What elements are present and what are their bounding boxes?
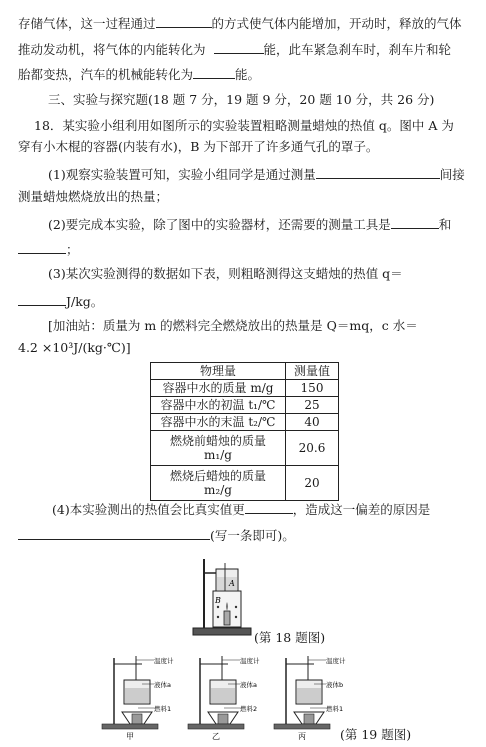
- table-header: 物理量: [151, 363, 286, 380]
- cell-text: m₂/g: [204, 483, 232, 497]
- label-a: A: [229, 579, 235, 588]
- label-fuel: 燃料1: [326, 705, 344, 713]
- text-line: [18, 240, 472, 258]
- section-heading: 三、实验与探究题(18 题 7 分，19 题 9 分，20 题 10 分，共 26 分): [48, 92, 435, 107]
- cell-text: m₁/g: [204, 448, 232, 462]
- table-row: [151, 414, 339, 431]
- figure-19-apparatus: [92, 652, 346, 741]
- figure-18-apparatus: [190, 555, 256, 637]
- table-row: [151, 431, 339, 466]
- label-fuel: 燃料2: [240, 705, 258, 713]
- label-liquid: 液体a: [240, 681, 257, 689]
- table-cell: 25: [286, 397, 339, 414]
- panel-label: 丙: [298, 732, 306, 741]
- panel-label: 甲: [126, 732, 134, 741]
- table-row: [151, 397, 339, 414]
- label-thermometer: 温度计: [326, 657, 346, 665]
- label-liquid: 液体a: [154, 681, 171, 689]
- text: (1)观察实验装置可知，实验小组同学是通过测量: [48, 167, 316, 182]
- answer-blank[interactable]: [193, 65, 235, 79]
- table-cell: 40: [286, 414, 339, 431]
- text: 的方式使气体内能增加，开动时，释放的气体: [211, 16, 462, 31]
- text: J/kg。: [66, 294, 104, 309]
- answer-blank[interactable]: [214, 40, 264, 54]
- question-18-part-4: [52, 500, 472, 518]
- table-cell: [151, 466, 286, 501]
- figure-19-panel: [188, 656, 260, 741]
- text: 推动发动机，将气体的内能转化为: [18, 42, 206, 57]
- question-18-part-2: [48, 215, 472, 233]
- cell-text: 燃烧前蜡烛的质量: [169, 434, 266, 448]
- text: ；: [66, 242, 79, 257]
- question-18-part-1: [48, 165, 472, 183]
- answer-blank[interactable]: [156, 14, 212, 28]
- label-thermometer: 温度计: [240, 657, 260, 665]
- figure-19-caption: (第 19 题图): [340, 727, 412, 742]
- table-cell: 容器中水的初温 t₁/℃: [151, 397, 286, 414]
- question-18-part-3: (3)某次实验测得的数据如下表，则粗略测得这支蜡烛的热值 q＝: [48, 266, 403, 281]
- answer-blank[interactable]: [245, 500, 293, 514]
- text-line: [18, 14, 472, 32]
- text-line: [18, 65, 472, 83]
- panel-label: 乙: [212, 732, 220, 741]
- label-b: B: [215, 596, 221, 605]
- question-18-intro: 穿有小木棍的容器(内装有水)，B 为下部开了许多通气孔的罩子。: [18, 139, 379, 154]
- data-table: [150, 362, 339, 501]
- text: 存储气体，这一过程通过: [18, 16, 156, 31]
- text: 间接: [439, 167, 465, 182]
- text: 能，此车紧急刹车时，刹车片和轮: [263, 42, 452, 57]
- text: (4)本实验测出的热值会比真实值更: [52, 502, 245, 517]
- answer-blank[interactable]: [18, 526, 210, 540]
- answer-blank[interactable]: [391, 215, 439, 229]
- answer-blank[interactable]: [18, 292, 66, 306]
- text: (写一条即可)。: [210, 528, 295, 543]
- text: 能。: [235, 67, 261, 82]
- label-fuel: 燃料1: [154, 705, 172, 713]
- label-thermometer: 温度计: [154, 657, 174, 665]
- hint-line: [加油站：质量为 m 的燃料完全燃烧放出的热量是 Q＝mq，c 水＝: [48, 318, 418, 333]
- text: 和: [438, 217, 452, 232]
- table-cell: 容器中水的质量 m/g: [151, 380, 286, 397]
- table-cell: 20.6: [286, 431, 339, 466]
- figure-19-panel: [274, 656, 346, 741]
- label-liquid: 液体b: [326, 681, 344, 689]
- table-cell: 容器中水的末温 t₂/℃: [151, 414, 286, 431]
- question-18-intro: 18．某实验小组利用如图所示的实验装置粗略测量蜡烛的热值 q。图中 A 为: [34, 118, 454, 133]
- figure-19-panel: [102, 656, 174, 741]
- text: ，造成这一偏差的原因是: [292, 502, 431, 517]
- text: (2)要完成本实验，除了图中的实验器材，还需要的测量工具是: [48, 217, 391, 232]
- text: 胎都变热，汽车的机械能转化为: [18, 67, 194, 82]
- text-line: [18, 40, 472, 58]
- table-cell: 20: [286, 466, 339, 501]
- text-line: [18, 526, 472, 544]
- text-line: [18, 292, 472, 310]
- figure-18-caption: (第 18 题图): [254, 630, 326, 645]
- table-row: [151, 466, 339, 501]
- table-cell: [151, 431, 286, 466]
- hint-line: 4.2 ×10³J/(kg·℃)]: [18, 340, 131, 355]
- table-header: 测量值: [286, 363, 339, 380]
- table-cell: 150: [286, 380, 339, 397]
- text-line: 测量蜡烛燃烧放出的热量；: [18, 189, 169, 204]
- answer-blank[interactable]: [18, 240, 66, 254]
- cell-text: 燃烧后蜡烛的质量: [169, 469, 266, 483]
- table-header-row: [151, 363, 339, 380]
- answer-blank[interactable]: [316, 165, 440, 179]
- table-row: [151, 380, 339, 397]
